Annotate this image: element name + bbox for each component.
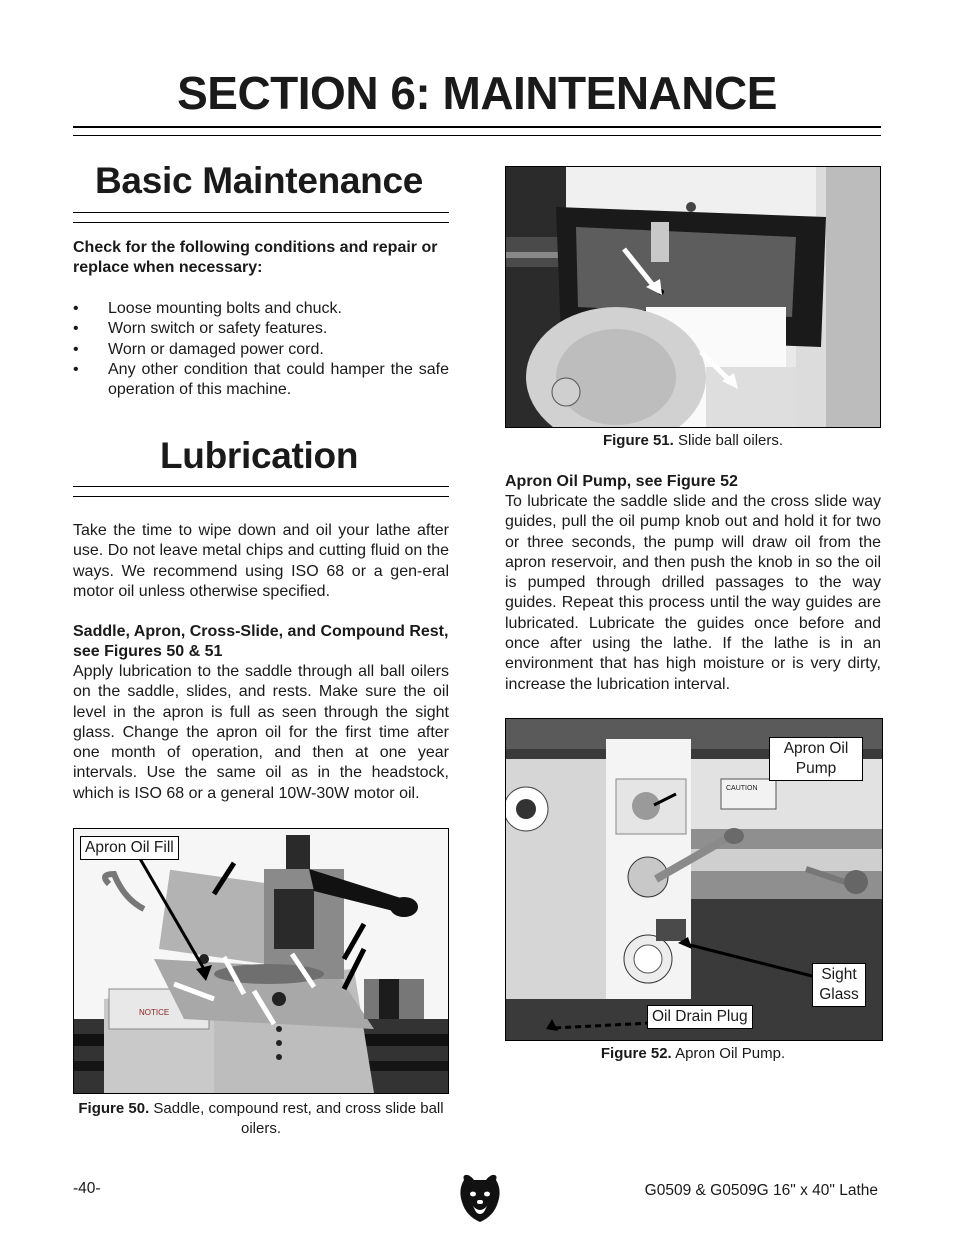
- saddle-compound-illustration: [74, 829, 448, 1093]
- page-number: -40-: [73, 1180, 101, 1197]
- lubrication-intro: Take the time to wipe down and oil your lathe after use. Do not leave metal chips and cutting fluid on the ways. We recommend using ISO 68 or a gen-eral motor oil unless otherwise specified.: [73, 522, 449, 600]
- callout-sight-glass: Sight Glass: [812, 963, 866, 1007]
- basic-maintenance-heading: Basic Maintenance: [95, 160, 424, 201]
- basic-rule-bottom: [73, 222, 449, 223]
- figure-50-caption: [73, 1099, 449, 1139]
- grizzly-bear-logo: [458, 1172, 502, 1224]
- figure-51-text: Slide ball oilers.: [677, 432, 784, 449]
- figure-50-label: Figure 50.: [78, 1100, 150, 1117]
- figure-51-caption: [505, 431, 881, 451]
- caution-sticker: CAUTION: [726, 785, 758, 792]
- checklist-item: • Worn switch or safety features.: [73, 319, 449, 339]
- callout-oil-drain-plug: Oil Drain Plug: [647, 1005, 753, 1029]
- section-title: SECTION 6: MAINTENANCE: [177, 67, 777, 119]
- lubrication-rule-top: [73, 486, 449, 487]
- figure-50-text: Saddle, compound rest, and cross slide ball oilers.: [153, 1100, 444, 1137]
- callout-apron-oil-fill: Apron Oil Fill: [80, 836, 179, 860]
- figure-52-caption: [505, 1044, 881, 1064]
- saddle-heading: Saddle, Apron, Cross-Slide, and Compound Rest, see Figures 50 & 51: [73, 623, 449, 661]
- basic-rule-top: [73, 212, 449, 213]
- figure-51-label: Figure 51.: [602, 432, 674, 449]
- lubrication-rule-bottom: [73, 496, 449, 497]
- pump-heading: Apron Oil Pump, see Figure 52: [505, 473, 738, 490]
- saddle-body: Apply lubrication to the saddle through all ball oilers on the saddle, slides, and rests. Make sure the oil level in the apron is full as seen through the sight glass. Change the apron oil for the first time after one month of operation, and then at one year intervals. Use the same oil as in the headstock, which is ISO 68 or a general 10W-30W motor oil.: [73, 663, 449, 802]
- checklist-item: • Any other condition that could hamper the safe operation of this machine.: [73, 360, 449, 401]
- bear-logo-icon: [458, 1172, 502, 1224]
- checklist-item: • Worn or damaged power cord.: [73, 340, 449, 360]
- basic-intro: Check for the following conditions and repair or replace when necessary:: [73, 239, 438, 277]
- checklist-item: • Loose mounting bolts and chuck.: [73, 299, 449, 319]
- pump-body: To lubricate the saddle slide and the cross slide way guides, pull the oil pump knob out and hold it for two or three seconds, the pump will draw oil from the apron reservoir, and then push the knob in so the oil is pumped through drilled passages to the way guides. Repeat this process until the way guides are lubricated. Lubricate the guides once before and once after using the lathe. If the lathe is in an environment that has high moisture or is very dirty, increase the lubrication interval.: [505, 493, 881, 693]
- lubrication-heading: Lubrication: [160, 435, 359, 476]
- title-rule-top: [73, 126, 881, 128]
- figure-50-photo: [73, 828, 449, 1094]
- figure-51-photo: [505, 166, 881, 428]
- title-rule-bottom: [73, 135, 881, 136]
- model-name: G0509 & G0509G 16" x 40" Lathe: [644, 1182, 878, 1199]
- slide-oilers-illustration: [506, 167, 880, 427]
- figure-52-label: Figure 52.: [600, 1045, 672, 1062]
- basic-checklist: [73, 299, 449, 400]
- figure-52-text: Apron Oil Pump.: [675, 1045, 786, 1062]
- notice-sticker: NOTICE: [139, 1008, 170, 1017]
- callout-apron-oil-pump: Apron Oil Pump: [769, 737, 863, 781]
